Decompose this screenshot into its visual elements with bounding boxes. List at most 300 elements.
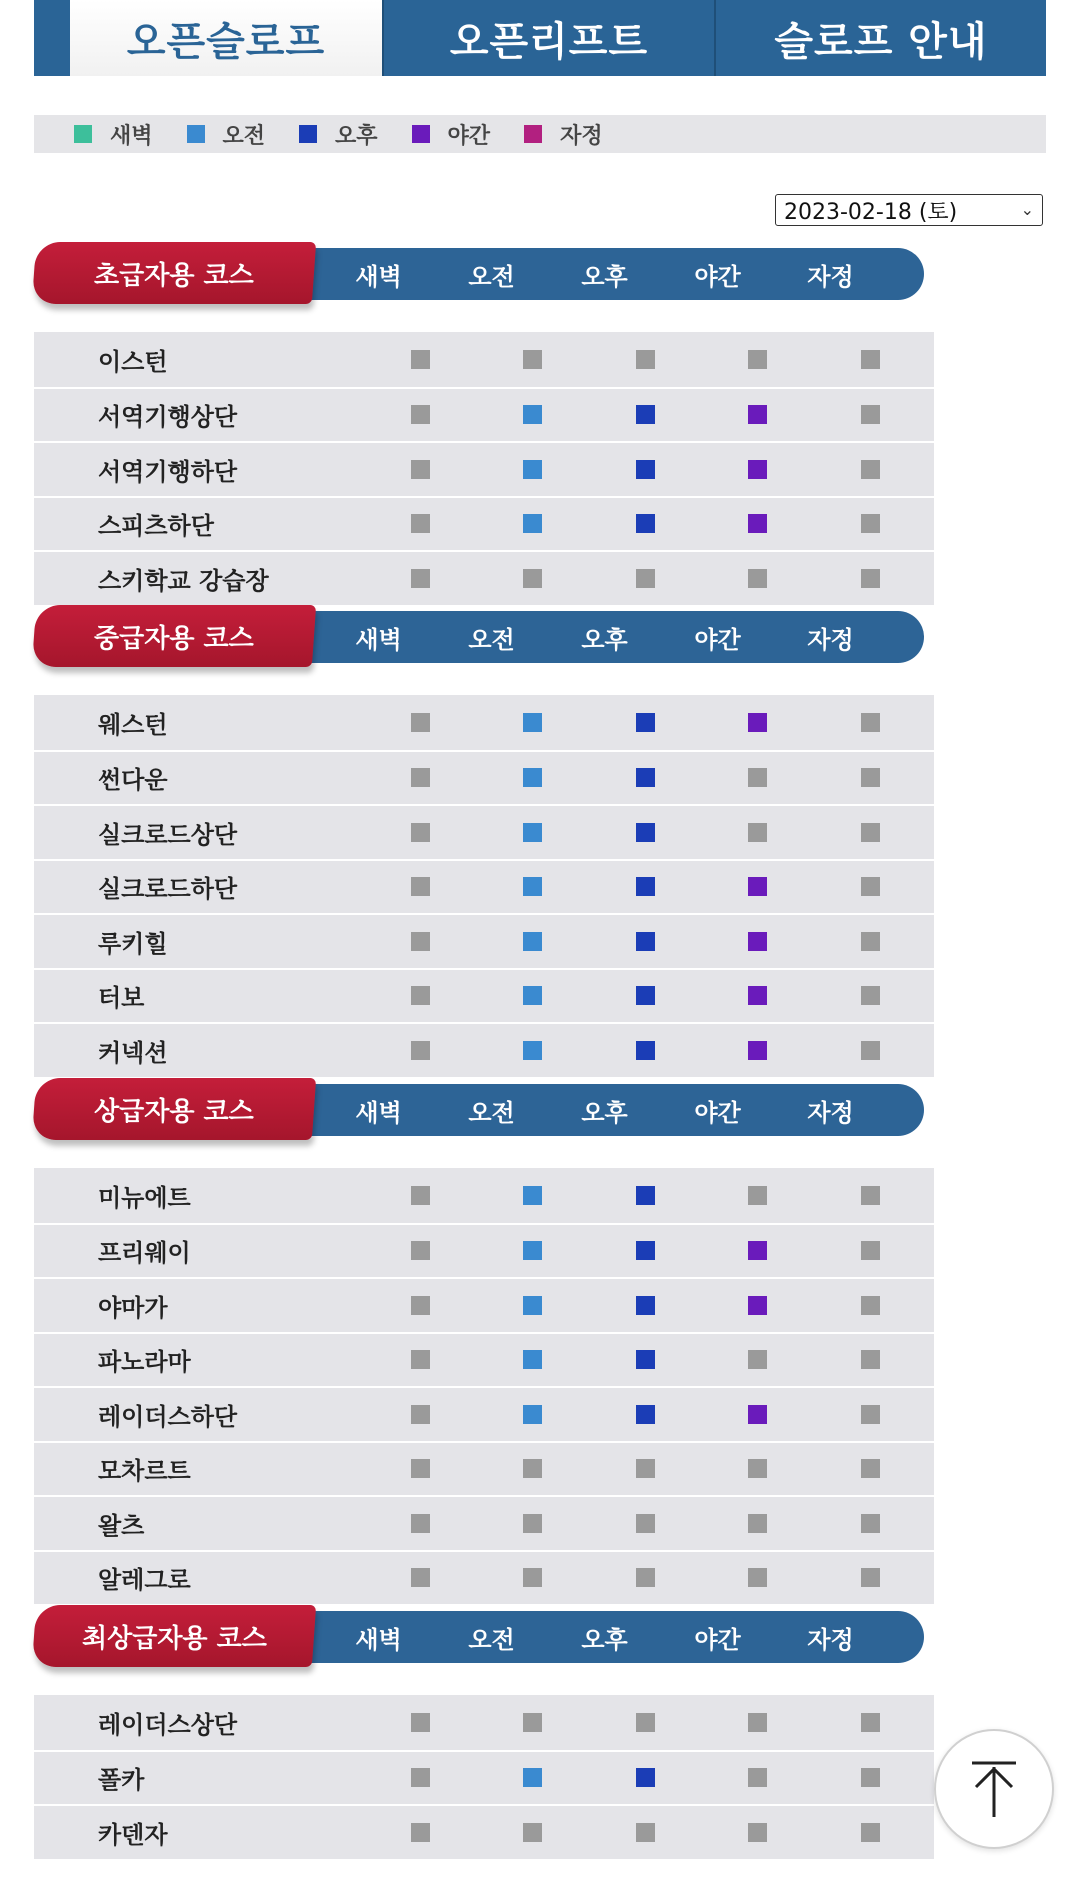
closed-status-square <box>411 350 430 369</box>
closed-status-square <box>861 1514 880 1533</box>
status-cell-afternoon <box>589 1514 702 1533</box>
period-header-afternoon: 오후 <box>581 1625 628 1654</box>
status-cell-midnight <box>814 1514 927 1533</box>
status-cell-midnight <box>814 1041 927 1060</box>
status-cell-dawn <box>364 1768 477 1787</box>
course-name: 서역기행하단 <box>98 457 238 486</box>
closed-status-square <box>861 1350 880 1369</box>
status-cell-dawn <box>364 569 477 588</box>
status-cell-night <box>702 569 815 588</box>
status-cell-midnight <box>814 768 927 787</box>
open-status-square <box>523 1405 542 1424</box>
status-cell-dawn <box>364 1459 477 1478</box>
period-header-morning: 오전 <box>468 1625 515 1654</box>
table-row <box>34 859 934 914</box>
section-period-bar <box>284 1611 924 1663</box>
status-cell-midnight <box>814 460 927 479</box>
closed-status-square <box>411 1823 430 1842</box>
status-cell-midnight <box>814 877 927 896</box>
table-row <box>34 1223 934 1278</box>
legend-item-dawn <box>74 119 153 150</box>
closed-status-square <box>411 877 430 896</box>
status-cell-midnight <box>814 1241 927 1260</box>
status-cell-dawn <box>364 1186 477 1205</box>
course-section <box>34 605 934 1077</box>
closed-status-square <box>748 1350 767 1369</box>
status-cell-afternoon <box>589 1241 702 1260</box>
table-row <box>34 1386 934 1441</box>
open-status-square <box>748 405 767 424</box>
status-cell-dawn <box>364 1241 477 1260</box>
status-cell-afternoon <box>589 1768 702 1787</box>
course-name: 웨스턴 <box>98 710 168 739</box>
status-cell-night <box>702 823 815 842</box>
open-status-square <box>636 460 655 479</box>
open-status-square <box>523 1768 542 1787</box>
closed-status-square <box>861 1768 880 1787</box>
legend-item-morning <box>187 119 266 150</box>
open-status-square <box>636 1405 655 1424</box>
midnight-swatch <box>524 125 542 143</box>
course-rows <box>34 1168 934 1604</box>
status-cell-midnight <box>814 1568 927 1587</box>
legend-label: 자정 <box>560 123 603 149</box>
closed-status-square <box>861 1459 880 1478</box>
status-cell-dawn <box>364 514 477 533</box>
status-cell-morning <box>477 1041 590 1060</box>
closed-status-square <box>861 932 880 951</box>
course-rows <box>34 1695 934 1859</box>
status-cell-afternoon <box>589 569 702 588</box>
status-cell-morning <box>477 1713 590 1732</box>
table-row <box>34 750 934 805</box>
open-status-square <box>523 1186 542 1205</box>
closed-status-square <box>861 1823 880 1842</box>
status-cell-dawn <box>364 1568 477 1587</box>
status-cell-afternoon <box>589 823 702 842</box>
course-name: 프리웨이 <box>98 1239 191 1268</box>
closed-status-square <box>748 1713 767 1732</box>
status-cell-midnight <box>814 569 927 588</box>
closed-status-square <box>523 569 542 588</box>
tab-slope-info[interactable]: 슬로프 안내 <box>714 0 1046 76</box>
date-select-value: 2023-02-18 (토) <box>784 199 958 225</box>
course-name: 미뉴에트 <box>98 1183 191 1212</box>
status-cell-morning <box>477 405 590 424</box>
closed-status-square <box>411 1768 430 1787</box>
section-period-bar <box>284 1084 924 1136</box>
period-header-morning: 오전 <box>468 625 515 654</box>
closed-status-square <box>861 1568 880 1587</box>
course-name: 야마가 <box>98 1293 168 1322</box>
legend-label: 오후 <box>335 123 378 149</box>
scroll-to-top-button[interactable] <box>934 1729 1054 1849</box>
open-status-square <box>523 713 542 732</box>
section-header <box>34 1078 934 1144</box>
status-cell-dawn <box>364 986 477 1005</box>
legend <box>34 115 1046 153</box>
open-status-square <box>523 986 542 1005</box>
closed-status-square <box>411 932 430 951</box>
closed-status-square <box>411 823 430 842</box>
closed-status-square <box>411 514 430 533</box>
open-status-square <box>748 932 767 951</box>
tab-open-slope[interactable]: 오픈슬로프 <box>70 0 382 76</box>
open-status-square <box>523 1296 542 1315</box>
open-status-square <box>636 514 655 533</box>
status-cell-night <box>702 986 815 1005</box>
open-status-square <box>636 877 655 896</box>
closed-status-square <box>636 1713 655 1732</box>
closed-status-square <box>861 1713 880 1732</box>
status-cell-midnight <box>814 1823 927 1842</box>
status-cell-dawn <box>364 1405 477 1424</box>
closed-status-square <box>411 1459 430 1478</box>
status-cell-morning <box>477 1186 590 1205</box>
open-status-square <box>636 932 655 951</box>
open-status-square <box>523 1041 542 1060</box>
closed-status-square <box>861 877 880 896</box>
section-title-text: 초급자용 코스 <box>94 260 254 291</box>
status-cell-afternoon <box>589 1568 702 1587</box>
status-cell-dawn <box>364 713 477 732</box>
legend-item-midnight <box>524 119 603 150</box>
section-title <box>32 1078 316 1140</box>
table-row <box>34 332 934 387</box>
open-status-square <box>636 405 655 424</box>
course-name: 카덴자 <box>98 1820 168 1849</box>
table-row <box>34 1277 934 1332</box>
status-cell-afternoon <box>589 1186 702 1205</box>
course-name: 실크로드상단 <box>98 820 238 849</box>
open-status-square <box>636 1241 655 1260</box>
section-title-text: 중급자용 코스 <box>94 623 254 654</box>
status-cell-morning <box>477 1459 590 1478</box>
status-cell-night <box>702 1405 815 1424</box>
table-row <box>34 441 934 496</box>
open-status-square <box>748 986 767 1005</box>
status-cell-night <box>702 1241 815 1260</box>
open-status-square <box>523 1241 542 1260</box>
night-swatch <box>412 125 430 143</box>
course-name: 루키힐 <box>98 929 168 958</box>
status-cell-midnight <box>814 713 927 732</box>
legend-label: 야간 <box>447 123 491 149</box>
open-status-square <box>636 1186 655 1205</box>
period-header-afternoon: 오후 <box>581 625 628 654</box>
status-cell-midnight <box>814 350 927 369</box>
section-header <box>34 1605 934 1671</box>
status-cell-afternoon <box>589 405 702 424</box>
period-header-night: 야간 <box>694 625 741 654</box>
status-cell-midnight <box>814 823 927 842</box>
open-status-square <box>636 1296 655 1315</box>
status-cell-midnight <box>814 1350 927 1369</box>
course-name: 레이더스하단 <box>98 1402 238 1431</box>
status-cell-night <box>702 713 815 732</box>
closed-status-square <box>861 768 880 787</box>
status-cell-dawn <box>364 1514 477 1533</box>
status-cell-afternoon <box>589 350 702 369</box>
closed-status-square <box>411 1568 430 1587</box>
status-cell-afternoon <box>589 1823 702 1842</box>
closed-status-square <box>411 1514 430 1533</box>
period-header-morning: 오전 <box>468 262 515 291</box>
closed-status-square <box>411 1241 430 1260</box>
closed-status-square <box>861 460 880 479</box>
closed-status-square <box>861 1405 880 1424</box>
status-cell-morning <box>477 932 590 951</box>
date-select[interactable] <box>775 194 1043 226</box>
status-cell-dawn <box>364 1823 477 1842</box>
status-cell-night <box>702 1713 815 1732</box>
table-row <box>34 1804 934 1859</box>
status-cell-afternoon <box>589 768 702 787</box>
status-cell-afternoon <box>589 514 702 533</box>
course-name: 이스턴 <box>98 347 168 376</box>
course-name: 모차르트 <box>98 1457 191 1486</box>
closed-status-square <box>411 569 430 588</box>
status-cell-night <box>702 1514 815 1533</box>
status-cell-afternoon <box>589 1350 702 1369</box>
open-status-square <box>636 1041 655 1060</box>
status-cell-night <box>702 1568 815 1587</box>
closed-status-square <box>861 1186 880 1205</box>
status-cell-morning <box>477 986 590 1005</box>
course-name: 터보 <box>98 984 145 1013</box>
course-name: 실크로드하단 <box>98 875 238 904</box>
open-status-square <box>748 1296 767 1315</box>
status-cell-morning <box>477 1296 590 1315</box>
table-row <box>34 1168 934 1223</box>
period-header-dawn: 새벽 <box>355 1098 402 1127</box>
closed-status-square <box>411 1405 430 1424</box>
closed-status-square <box>523 1713 542 1732</box>
closed-status-square <box>636 1459 655 1478</box>
top-tab-bar <box>34 0 1046 76</box>
afternoon-swatch <box>299 125 317 143</box>
course-section <box>34 1078 934 1604</box>
closed-status-square <box>411 460 430 479</box>
closed-status-square <box>411 768 430 787</box>
closed-status-square <box>861 1241 880 1260</box>
legend-label: 새벽 <box>110 123 153 149</box>
closed-status-square <box>748 1459 767 1478</box>
closed-status-square <box>748 823 767 842</box>
course-name: 레이더스상단 <box>98 1710 238 1739</box>
closed-status-square <box>636 569 655 588</box>
status-cell-afternoon <box>589 1713 702 1732</box>
legend-item-night <box>412 119 491 150</box>
open-status-square <box>748 514 767 533</box>
closed-status-square <box>411 1350 430 1369</box>
section-title <box>32 1605 316 1667</box>
course-name: 서역기행상단 <box>98 403 238 432</box>
status-cell-afternoon <box>589 1405 702 1424</box>
open-status-square <box>523 514 542 533</box>
period-header-midnight: 자정 <box>807 625 854 654</box>
tab-open-lift[interactable]: 오픈리프트 <box>382 0 714 76</box>
period-header-night: 야간 <box>694 1625 741 1654</box>
table-row <box>34 1695 934 1750</box>
status-cell-morning <box>477 877 590 896</box>
closed-status-square <box>748 1768 767 1787</box>
status-cell-afternoon <box>589 986 702 1005</box>
closed-status-square <box>636 350 655 369</box>
status-cell-afternoon <box>589 713 702 732</box>
closed-status-square <box>411 986 430 1005</box>
status-cell-night <box>702 1186 815 1205</box>
open-status-square <box>636 823 655 842</box>
closed-status-square <box>861 713 880 732</box>
status-cell-night <box>702 932 815 951</box>
section-header <box>34 605 934 671</box>
status-cell-dawn <box>364 1041 477 1060</box>
legend-label: 오전 <box>222 123 266 149</box>
course-name: 폴카 <box>98 1766 145 1795</box>
closed-status-square <box>411 405 430 424</box>
status-cell-night <box>702 514 815 533</box>
status-cell-night <box>702 1768 815 1787</box>
course-section <box>34 242 934 605</box>
open-status-square <box>523 823 542 842</box>
status-cell-dawn <box>364 405 477 424</box>
open-status-square <box>748 877 767 896</box>
period-header-afternoon: 오후 <box>581 1098 628 1127</box>
section-header <box>34 242 934 308</box>
section-period-bar <box>284 248 924 300</box>
status-cell-morning <box>477 1405 590 1424</box>
status-cell-dawn <box>364 768 477 787</box>
closed-status-square <box>748 768 767 787</box>
status-cell-night <box>702 350 815 369</box>
course-name: 스키학교 강습장 <box>98 566 269 595</box>
closed-status-square <box>523 1459 542 1478</box>
open-status-square <box>523 1350 542 1369</box>
open-status-square <box>523 877 542 896</box>
status-cell-dawn <box>364 932 477 951</box>
closed-status-square <box>861 1296 880 1315</box>
status-cell-night <box>702 405 815 424</box>
section-title-text: 상급자용 코스 <box>94 1096 254 1127</box>
status-cell-dawn <box>364 1350 477 1369</box>
status-cell-dawn <box>364 460 477 479</box>
open-status-square <box>523 932 542 951</box>
status-cell-midnight <box>814 1459 927 1478</box>
course-name: 파노라마 <box>98 1348 191 1377</box>
status-cell-night <box>702 768 815 787</box>
course-name: 썬다운 <box>98 766 168 795</box>
status-cell-afternoon <box>589 1041 702 1060</box>
dawn-swatch <box>74 125 92 143</box>
status-cell-night <box>702 877 815 896</box>
closed-status-square <box>748 569 767 588</box>
status-cell-morning <box>477 1568 590 1587</box>
section-period-bar <box>284 611 924 663</box>
section-title <box>32 605 316 667</box>
closed-status-square <box>748 1186 767 1205</box>
closed-status-square <box>523 1568 542 1587</box>
table-row <box>34 804 934 859</box>
open-status-square <box>636 713 655 732</box>
status-cell-night <box>702 1041 815 1060</box>
table-row <box>34 550 934 605</box>
status-cell-afternoon <box>589 460 702 479</box>
closed-status-square <box>523 1823 542 1842</box>
legend-item-afternoon <box>299 119 378 150</box>
course-name: 알레그로 <box>98 1566 191 1595</box>
period-header-night: 야간 <box>694 1098 741 1127</box>
table-row <box>34 1022 934 1077</box>
section-title <box>32 242 316 304</box>
course-rows <box>34 332 934 605</box>
status-cell-midnight <box>814 514 927 533</box>
open-status-square <box>523 405 542 424</box>
closed-status-square <box>748 1568 767 1587</box>
status-cell-night <box>702 1459 815 1478</box>
status-cell-night <box>702 1296 815 1315</box>
status-cell-night <box>702 1350 815 1369</box>
table-row <box>34 968 934 1023</box>
status-cell-midnight <box>814 932 927 951</box>
status-cell-midnight <box>814 986 927 1005</box>
closed-status-square <box>411 1713 430 1732</box>
closed-status-square <box>523 1514 542 1533</box>
status-cell-night <box>702 1823 815 1842</box>
open-status-square <box>748 1405 767 1424</box>
closed-status-square <box>861 569 880 588</box>
period-header-midnight: 자정 <box>807 1098 854 1127</box>
open-status-square <box>523 768 542 787</box>
period-header-afternoon: 오후 <box>581 262 628 291</box>
closed-status-square <box>861 350 880 369</box>
status-cell-morning <box>477 460 590 479</box>
open-status-square <box>636 1768 655 1787</box>
closed-status-square <box>411 1186 430 1205</box>
course-name: 스피츠하단 <box>98 512 214 541</box>
period-header-morning: 오전 <box>468 1098 515 1127</box>
open-status-square <box>748 713 767 732</box>
open-status-square <box>748 1041 767 1060</box>
status-cell-morning <box>477 569 590 588</box>
status-cell-morning <box>477 713 590 732</box>
open-status-square <box>636 986 655 1005</box>
table-row <box>34 1550 934 1605</box>
status-cell-dawn <box>364 877 477 896</box>
status-cell-midnight <box>814 1296 927 1315</box>
status-cell-afternoon <box>589 1459 702 1478</box>
section-title-text: 최상급자용 코스 <box>81 1623 267 1654</box>
status-cell-morning <box>477 1768 590 1787</box>
closed-status-square <box>748 1823 767 1842</box>
period-header-midnight: 자정 <box>807 1625 854 1654</box>
status-cell-dawn <box>364 1713 477 1732</box>
status-cell-midnight <box>814 1713 927 1732</box>
status-cell-midnight <box>814 405 927 424</box>
closed-status-square <box>636 1823 655 1842</box>
period-header-midnight: 자정 <box>807 262 854 291</box>
closed-status-square <box>748 350 767 369</box>
open-status-square <box>748 460 767 479</box>
status-cell-dawn <box>364 823 477 842</box>
open-status-square <box>523 460 542 479</box>
closed-status-square <box>411 1041 430 1060</box>
open-status-square <box>636 768 655 787</box>
period-header-dawn: 새벽 <box>355 262 402 291</box>
closed-status-square <box>636 1568 655 1587</box>
closed-status-square <box>861 823 880 842</box>
closed-status-square <box>861 405 880 424</box>
